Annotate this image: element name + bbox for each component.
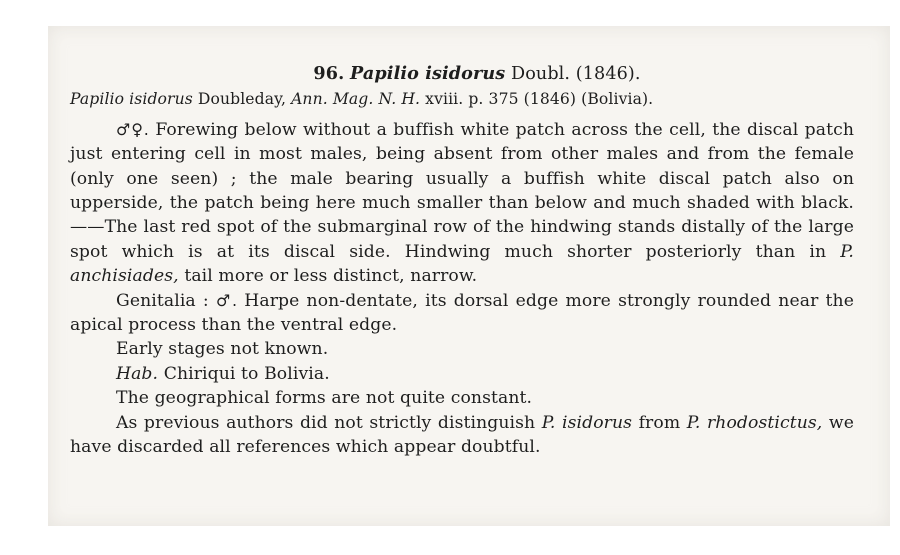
original-reference	[70, 87, 854, 111]
description-text-1: Forewing below without a buffish white patch across the cell, the discal patch just entering cell in most males, being absent from other males and from the female (only one seen) ; the male bearing usually a buffish white discal patch also on upperside, the patch being here much smaller than below and much shaded with black.——The last red spot of the submarginal row of the hindwing stands distally of the large spot which is at its discal side. Hindwing much shorter posteriorly than in	[70, 119, 854, 262]
genitalia-paragraph	[70, 289, 854, 338]
habitat-label: Hab.	[116, 363, 159, 384]
reference-journal: Ann. Mag. N. H.	[291, 90, 421, 109]
early-stages-line: Early stages not known.	[116, 339, 329, 360]
closing-taxon-2: P. rhodostictus,	[686, 412, 823, 433]
description-paragraph	[70, 118, 854, 289]
species-number: 96.	[313, 63, 345, 84]
genitalia-text: Harpe non-dentate, its dorsal edge more strongly rounded near the apical process than the ventral edge.	[70, 290, 854, 336]
description-compare-taxon: P. anchisiades,	[70, 241, 854, 287]
closing-text-1: As previous authors did not strictly distinguish	[116, 412, 536, 433]
genitalia-label: Genitalia :	[116, 290, 209, 311]
closing-text-2: from	[638, 412, 681, 433]
habitat-line	[70, 362, 854, 386]
species-author-year: Doubl. (1846).	[510, 64, 641, 84]
closing-paragraph	[70, 411, 854, 460]
closing-taxon-1: P. isidorus	[541, 412, 633, 433]
reference-citation: xviii. p. 375 (1846) (Bolivia).	[425, 90, 654, 109]
description-text-2: tail more or less distinct, narrow.	[184, 266, 478, 287]
species-title	[70, 62, 854, 86]
genitalia-sex-symbol: ♂.	[215, 290, 238, 310]
reference-author: Doubleday,	[197, 90, 286, 109]
species-entry	[70, 62, 854, 460]
forms-note-line: The geographical forms are not quite constant.	[116, 388, 533, 409]
reference-taxon: Papilio isidorus	[70, 90, 193, 109]
habitat-text: Chiriqui to Bolivia.	[163, 363, 330, 384]
sex-symbols: ♂♀.	[116, 119, 149, 139]
species-name: Papilio isidorus	[350, 63, 506, 84]
closing-text-3: we have discarded all references which appear doubtful.	[70, 412, 854, 458]
